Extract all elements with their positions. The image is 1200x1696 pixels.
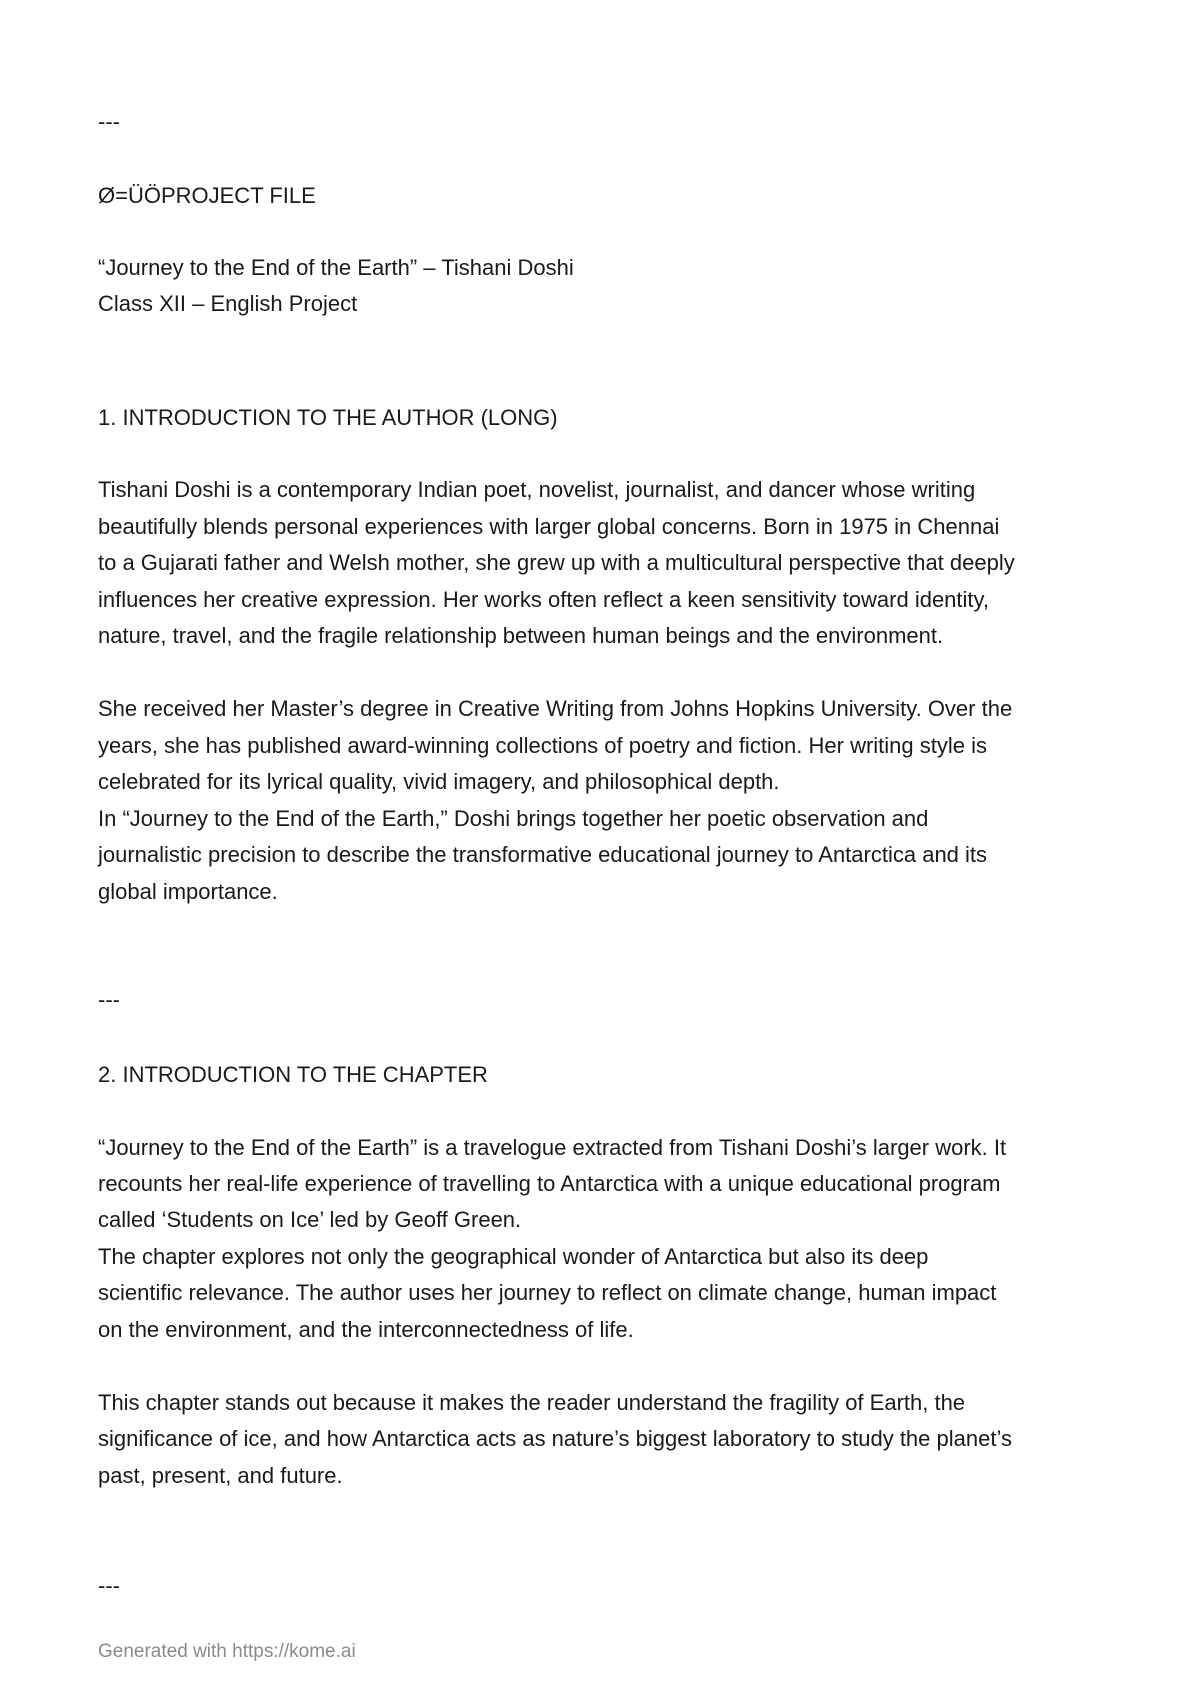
section-heading-author: 1. INTRODUCTION TO THE AUTHOR (LONG) <box>98 405 558 430</box>
paragraph-line: The chapter explores not only the geographical wonder of Antarctica but also its deep <box>98 1244 929 1269</box>
paragraph-line: on the environment, and the interconnectedness of life. <box>98 1317 634 1342</box>
paragraph-line: influences her creative expression. Her works often reflect a keen sensitivity toward identity, <box>98 587 989 612</box>
paragraph-line: journalistic precision to describe the transformative educational journey to Antarctica and its <box>98 842 988 867</box>
paragraph-line: significance of ice, and how Antarctica acts as nature’s biggest laboratory to study the planet’s <box>98 1426 1012 1451</box>
paragraph-line: beautifully blends personal experiences with larger global concerns. Born in 1975 in Chennai <box>98 514 1000 539</box>
subtitle-line-2: Class XII – English Project <box>98 291 358 316</box>
footer-generated-link[interactable]: Generated with https://kome.ai <box>98 1641 356 1662</box>
paragraph-line: to a Gujarati father and Welsh mother, she grew up with a multicultural perspective that deeply <box>98 550 1015 575</box>
paragraph-line: “Journey to the End of the Earth” is a travelogue extracted from Tishani Doshi’s larger work. It <box>98 1135 1007 1160</box>
paragraph-line: called ‘Students on Ice’ led by Geoff Green. <box>98 1207 522 1232</box>
paragraph-line: This chapter stands out because it makes the reader understand the fragility of Earth, the <box>98 1390 966 1415</box>
paragraph-line: She received her Master’s degree in Creative Writing from Johns Hopkins University. Over the <box>98 696 1013 721</box>
paragraph-line: celebrated for its lyrical quality, vivid imagery, and philosophical depth. <box>98 769 780 794</box>
paragraph-line: past, present, and future. <box>98 1463 343 1488</box>
paragraph-line: nature, travel, and the fragile relationship between human beings and the environment. <box>98 623 944 648</box>
paragraph-line: In “Journey to the End of the Earth,” Doshi brings together her poetic observation and <box>98 806 929 831</box>
section-heading-chapter: 2. INTRODUCTION TO THE CHAPTER <box>98 1062 488 1087</box>
project-title: Ø=ÜÖPROJECT FILE <box>98 183 316 208</box>
paragraph-line: Tishani Doshi is a contemporary Indian poet, novelist, journalist, and dancer whose writing <box>98 477 976 502</box>
separator-bottom: --- <box>98 1573 120 1598</box>
paragraph-line: recounts her real-life experience of travelling to Antarctica with a unique educational program <box>98 1171 1001 1196</box>
paragraph-line: global importance. <box>98 879 278 904</box>
subtitle-line-1: “Journey to the End of the Earth” – Tishani Doshi <box>98 255 574 280</box>
separator-middle: --- <box>98 987 120 1012</box>
separator-top: --- <box>98 109 120 134</box>
paragraph-line: scientific relevance. The author uses her journey to reflect on climate change, human impact <box>98 1280 997 1305</box>
paragraph-line: years, she has published award-winning collections of poetry and fiction. Her writing style is <box>98 733 987 758</box>
